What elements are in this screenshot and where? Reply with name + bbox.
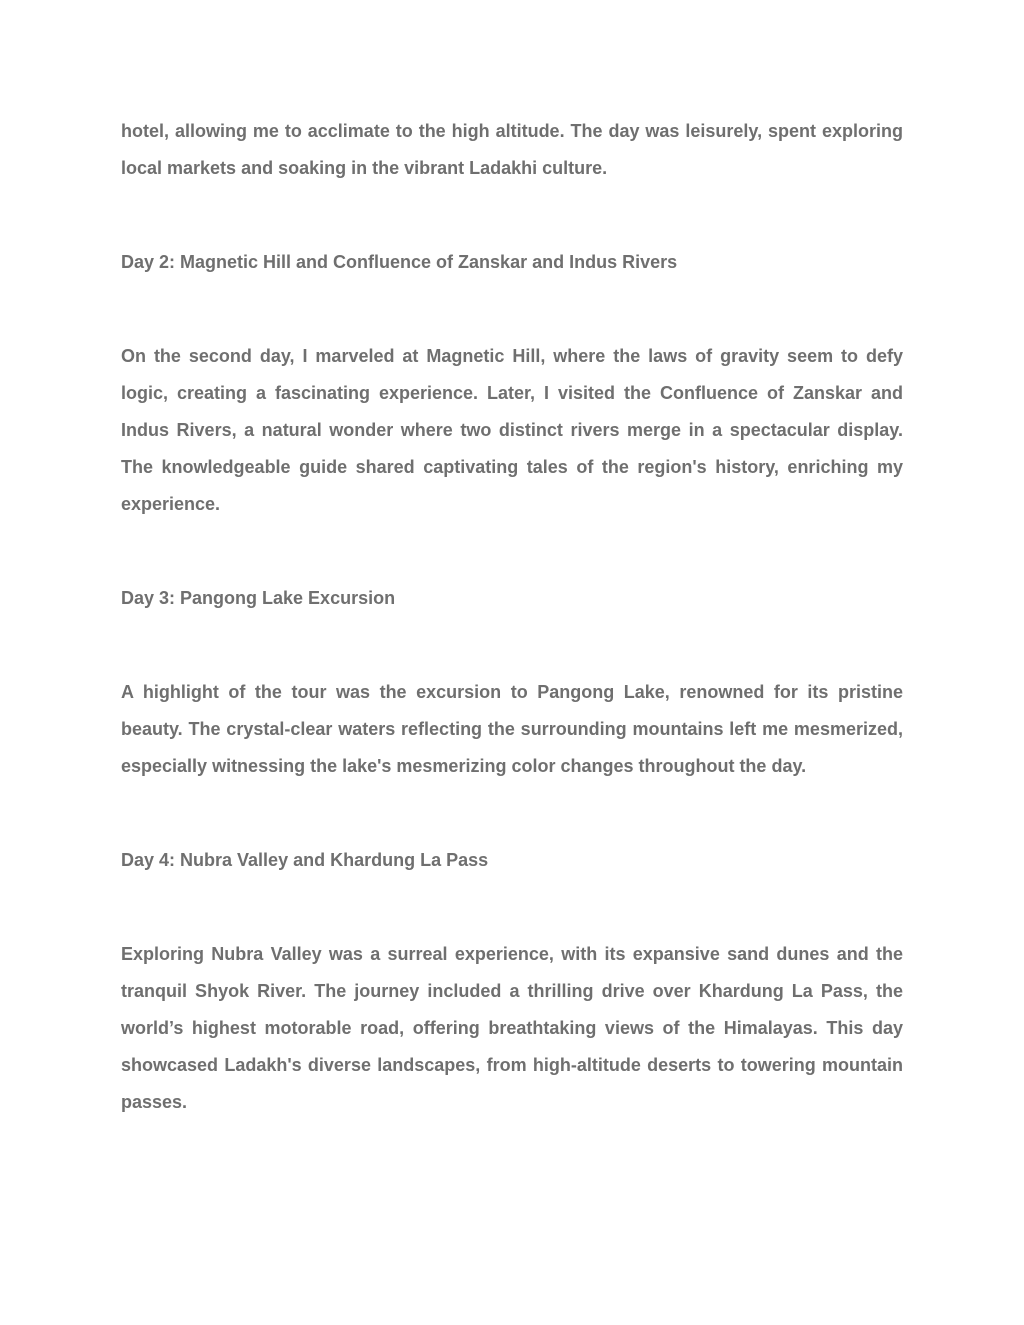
spacer: [121, 617, 903, 674]
spacer: [121, 523, 903, 580]
paragraph-day3: A highlight of the tour was the excursion to Pangong Lake, renowned for its pristine beauty. The crystal-clear waters reflecting the surrounding mountains left me mesmerized, especially witnessing the lake's mesmerizing color changes throughout the day.: [121, 682, 903, 776]
spacer: [121, 281, 903, 338]
paragraph-day2: On the second day, I marveled at Magnetic Hill, where the laws of gravity seem to defy logic, creating a fascinating experience. Later, I visited the Confluence of Zanskar and Indus Rivers, a natural wonder where two distinct rivers merge in a spectacular display. The knowledgeable guide shared captivating tales of the region's history, enriching my experience.: [121, 346, 903, 514]
heading-day2: Day 2: Magnetic Hill and Confluence of Zanskar and Indus Rivers: [121, 252, 678, 272]
spacer: [121, 785, 903, 842]
document-body: [121, 113, 903, 1121]
heading-day3: Day 3: Pangong Lake Excursion: [121, 588, 396, 608]
paragraph-day1-continued: hotel, allowing me to acclimate to the high altitude. The day was leisurely, spent exploring local markets and soaking in the vibrant Ladakhi culture.: [121, 121, 903, 178]
spacer: [121, 187, 903, 244]
heading-day4: Day 4: Nubra Valley and Khardung La Pass: [121, 850, 489, 870]
paragraph-day4: Exploring Nubra Valley was a surreal experience, with its expansive sand dunes and the tranquil Shyok River. The journey included a thrilling drive over Khardung La Pass, the world’s highest motorable road, offering breathtaking views of the Himalayas. This day showcased Ladakh's diverse landscapes, from high-altitude deserts to towering mountain passes.: [121, 944, 903, 1112]
spacer: [121, 879, 903, 936]
